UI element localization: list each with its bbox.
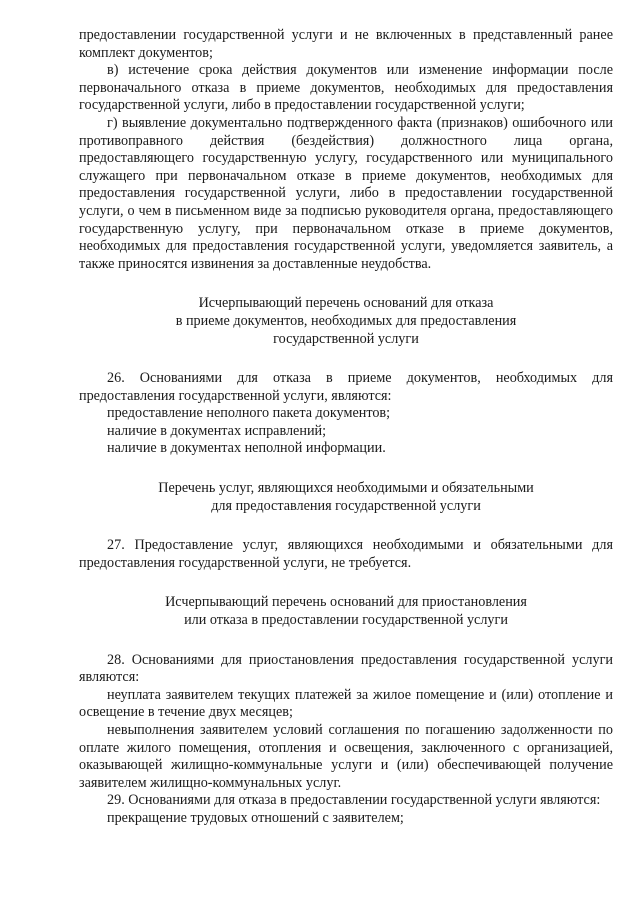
list-item: наличие в документах исправлений; (107, 422, 327, 439)
paragraph-28: 28. Основаниями для приостановления предоставления государственной услуги являются: (79, 651, 613, 686)
heading-line: государственной услуги (273, 330, 419, 347)
heading-line: для предоставления государственной услуги (211, 497, 481, 514)
paragraph-continuation: предоставлении государственной услуги и не включенных в представленный ранее комплект документов; (79, 27, 613, 61)
heading-line: Исчерпывающий перечень оснований для отказа (198, 295, 494, 312)
paragraph-item-v: в) истечение срока действия документов или изменение информации после первоначального отказа в приеме документов, необходимых для предоставления государственной услуги, либо в предоставлении государственной услуги; (79, 62, 613, 114)
section-heading-refusal-reasons (79, 295, 613, 348)
paragraph-item-g: г) выявление документально подтвержденного факта (признаков) ошибочного или противоправного действия (бездействия) должностного лица органа, предоставляющего государственную услугу, государственного или муниципального служащего при первоначальном отказе в приеме документов, необходимых для предоставления государственной услуги, либо в предоставлении государственной услуги, о чем в письменном виде за подписью руководителя органа, предоставляющего государственную услугу, при первоначальном отказе в приеме документов, необходимых для предоставления государственной услуги, уведомляется заявитель, а также приносятся извинения за доставленные неудобства. (79, 114, 613, 272)
heading-line: или отказа в предоставлении государственной услуги (184, 612, 508, 629)
document-page (79, 27, 613, 828)
section-heading-suspension-reasons (79, 594, 613, 629)
heading-line: в приеме документов, необходимых для предоставления (175, 312, 517, 329)
paragraph-26: 26. Основаниями для отказа в приеме документов, необходимых для предоставления государственной услуги, являются: (79, 370, 613, 404)
list-item: наличие в документах неполной информации. (107, 440, 386, 457)
heading-line: Исчерпывающий перечень оснований для приостановления (165, 594, 527, 611)
list-item: предоставление неполного пакета документов; (107, 405, 391, 422)
list-item: невыполнения заявителем условий соглашения по погашению задолженности по оплате жилого помещения, отопления и освещения, заключенного с организацией, оказывающей жилищно-коммунальные услуги и (или) обеспечивающей получение заявителем жилищно-коммунальных услуг. (79, 722, 613, 791)
section-heading-required-services (79, 480, 613, 515)
paragraph-27: 27. Предоставление услуг, являющихся необходимыми и обязательными для предоставления государственной услуги, не требуется. (79, 537, 613, 571)
heading-line: Перечень услуг, являющихся необходимыми и обязательными (158, 480, 534, 497)
list-item: неуплата заявителем текущих платежей за жилое помещение и (или) отопление и освещение в течение двух месяцев; (79, 686, 613, 721)
list-item: прекращение трудовых отношений с заявителем; (107, 809, 404, 826)
paragraph-29: 29. Основаниями для отказа в предоставлении государственной услуги являются: (107, 792, 601, 809)
